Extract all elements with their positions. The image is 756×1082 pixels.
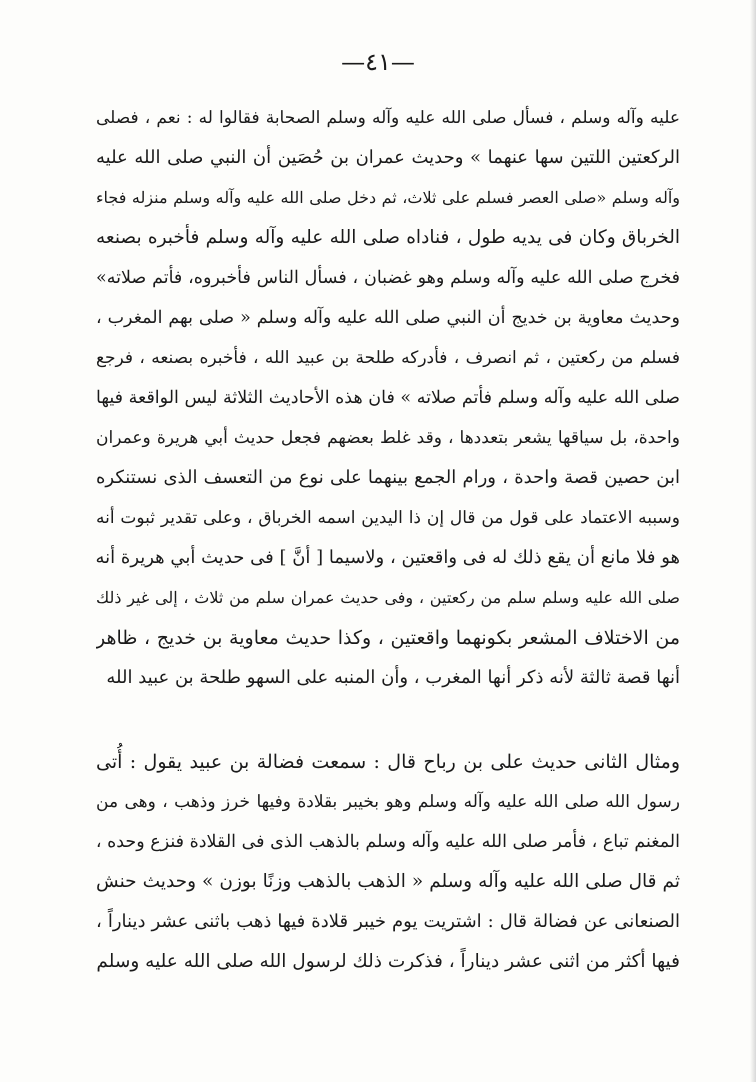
text-line: فخرج صلى الله عليه وآله وسلم وهو غضبان ، فسأل الناس فأخبروه، فأتم صلاته» bbox=[96, 268, 680, 288]
text-line: المغنم تباع ، فأمر صلى الله عليه وآله وسلم بالذهب الذى فى القلادة فنزع وحده ، bbox=[96, 832, 680, 852]
text-line: وسببه الاعتماد على قول من قال إن ذا اليدين اسمه الخرباق ، وعلى تقدير ثبوت أنه bbox=[96, 508, 680, 528]
text-line: الصنعانى عن فضالة قال : اشتريت يوم خيبر قلادة فيها ذهب باثنى عشر ديناراً ، bbox=[96, 911, 680, 932]
text-line: ومثال الثانى حديث على بن رباح قال : سمعت فضالة بن عبيد يقول : أُتى bbox=[96, 751, 680, 773]
text-line: هو فلا مانع أن يقع ذلك له فى واقعتين ، ولاسيما [ أنَّ ] فى حديث أبي هريرة أنه bbox=[96, 547, 680, 568]
text-line: صلى الله عليه وسلم سلم من ركعتين ، وفى حديث عمران سلم من ثلاث ، إلى غير ذلك bbox=[96, 588, 680, 607]
text-line: أنها قصة ثالثة لأنه ذكر أنها المغرب ، وأن المنبه على السهو طلحة بن عبيد الله bbox=[106, 667, 680, 688]
text-line: وآله وسلم «صلى العصر فسلم على ثلاث، ثم دخل صلى الله عليه وآله وسلم منزله فجاء bbox=[96, 188, 680, 207]
text-line: ابن حصين قصة واحدة ، ورام الجمع بينهما على نوع من التعسف الذى نستنكره bbox=[96, 467, 680, 488]
text-line: ثم قال صلى الله عليه وآله وسلم « الذهب بالذهب وزنًا بوزن » وحديث حنش bbox=[96, 871, 680, 892]
page-edge-shadow bbox=[750, 0, 756, 1082]
text-line: واحدة، بل سياقها يشعر بتعددها ، وقد غلط بعضهم فجعل حديث أبي هريرة وعمران bbox=[96, 428, 680, 448]
text-line: فيها أكثر من اثنى عشر ديناراً ، فذكرت ذلك لرسول الله صلى الله عليه وسلم bbox=[96, 951, 680, 972]
page-number: —٤١— bbox=[341, 48, 415, 76]
text-line: من الاختلاف المشعر بكونهما واقعتين ، وكذا حديث معاوية بن خديج ، ظاهر bbox=[96, 627, 680, 649]
text-line: الركعتين اللتين سها عنهما » وحديث عمران بن حُصَين أن النبي صلى الله عليه bbox=[96, 147, 680, 168]
paragraph-2 bbox=[96, 742, 680, 982]
text-line: فسلم من ركعتين ، ثم انصرف ، فأدركه طلحة بن عبيد الله ، فأخبره بصنعه ، فرجع bbox=[96, 348, 680, 368]
text-line: وحديث معاوية بن خديج أن النبي صلى الله عليه وآله وسلم « صلى بهم المغرب ، bbox=[96, 308, 680, 328]
paragraph-1 bbox=[96, 98, 680, 698]
text-line: عليه وآله وسلم ، فسأل صلى الله عليه وآله وسلم الصحابة فقالوا له : نعم ، فصلى bbox=[96, 108, 680, 128]
text-line: صلى الله عليه وآله وسلم فأتم صلاته » فان هذه الأحاديث الثلاثة ليس الواقعة فيها bbox=[96, 388, 680, 408]
text-line: الخرباق وكان فى يديه طول ، فناداه صلى الله عليه وآله وسلم فأخبره بصنعه bbox=[96, 227, 680, 248]
text-line: رسول الله صلى الله عليه وآله وسلم وهو بخيبر بقلادة وفيها خرز وذهب ، وهى من bbox=[96, 792, 680, 812]
